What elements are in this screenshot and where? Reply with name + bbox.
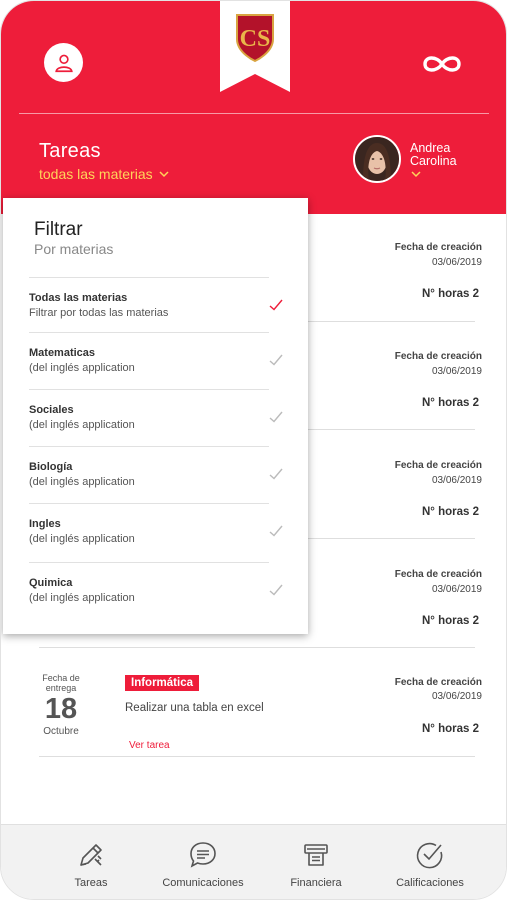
user-last-name: Carolina [410,154,457,168]
user-name [410,142,457,168]
user-menu-chevron-icon[interactable] [411,171,421,178]
profile-button[interactable] [44,43,83,82]
header [1,1,507,214]
created-label: Fecha de creación [394,677,482,688]
user-photo-image [355,137,399,181]
filter-item-biologia[interactable] [29,446,269,503]
infinity-button[interactable] [419,51,465,77]
user-first-name: Andrea [410,141,451,155]
filter-item-name: Quimica [29,577,73,589]
filter-item-name: Todas las materias [29,292,128,304]
filter-title: Filtrar [34,219,83,240]
nav-calificaciones[interactable] [390,825,470,900]
filter-item-name: Sociales [29,404,74,416]
subject-filter-label: todas las materias [39,166,153,182]
due-label: Fecha de entrega [42,673,80,693]
hours: N° horas 2 [421,723,479,735]
hours: N° horas 2 [421,506,479,518]
task-card[interactable] [39,649,482,757]
check-icon [269,354,283,366]
task-description: Realizar una tabla en excel [125,702,264,714]
due-day: 18 [44,693,78,725]
nav-label: Financiera [290,877,342,889]
created-date: 03/06/2019 [431,584,482,595]
filter-item-name: Ingles [29,518,61,530]
filter-item-matematicas[interactable] [29,332,269,389]
created-label: Fecha de creación [394,569,482,580]
school-logo [220,1,290,92]
created-date: 03/06/2019 [431,475,482,486]
check-icon [269,584,283,596]
nav-financiera[interactable] [283,825,349,900]
chat-icon [187,839,219,871]
due-month: Octubre [43,726,79,737]
filter-item-quimica[interactable] [29,562,269,619]
filter-item-desc: (del inglés application [29,476,135,488]
filter-dropdown-panel [3,198,308,634]
filter-item-desc: Filtrar por todas las materias [29,307,169,319]
nav-comunicaciones[interactable] [153,825,253,900]
see-task-link[interactable]: Ver tarea [129,740,170,751]
filter-item-todas[interactable] [29,277,269,334]
nav-label: Comunicaciones [162,877,244,889]
school-shield-logo [220,1,290,92]
subject-filter-dropdown[interactable] [39,166,169,182]
subject-tag: Informática [125,675,199,691]
created-label: Fecha de creación [394,242,482,253]
filter-item-desc: (del inglés application [29,592,135,604]
filter-item-ingles[interactable] [29,503,269,560]
pencil-ruler-icon [75,839,107,871]
check-icon [269,468,283,480]
filter-item-name: Biología [29,461,73,473]
created-date: 03/06/2019 [431,366,482,377]
header-divider [19,113,489,114]
hours: N° horas 2 [421,615,479,627]
filter-item-name: Matematicas [29,347,96,359]
filter-item-desc: (del inglés application [29,362,135,374]
check-icon [269,299,283,311]
created-label: Fecha de creación [394,460,482,471]
filter-item-desc: (del inglés application [29,419,135,431]
svg-text:CS: CS [239,26,271,52]
user-icon [53,52,75,74]
hours: N° horas 2 [421,397,479,409]
created-date: 03/06/2019 [431,691,482,702]
filter-item-desc: (del inglés application [29,533,135,545]
wallet-icon [300,839,332,871]
infinity-icon [419,51,465,77]
avatar[interactable] [353,135,401,183]
check-icon [269,411,283,423]
nav-label: Tareas [74,877,108,889]
chevron-down-icon [159,171,169,178]
check-circle-icon [414,839,446,871]
filter-subtitle: Por materias [34,241,114,257]
nav-label: Calificaciones [396,877,464,889]
created-date: 03/06/2019 [431,257,482,268]
hours: N° horas 2 [421,288,479,300]
bottom-nav [1,824,507,900]
page-title: Tareas [39,140,101,162]
created-label: Fecha de creación [394,351,482,362]
filter-item-sociales[interactable] [29,389,269,446]
nav-tareas[interactable] [61,825,121,900]
check-icon [269,525,283,537]
